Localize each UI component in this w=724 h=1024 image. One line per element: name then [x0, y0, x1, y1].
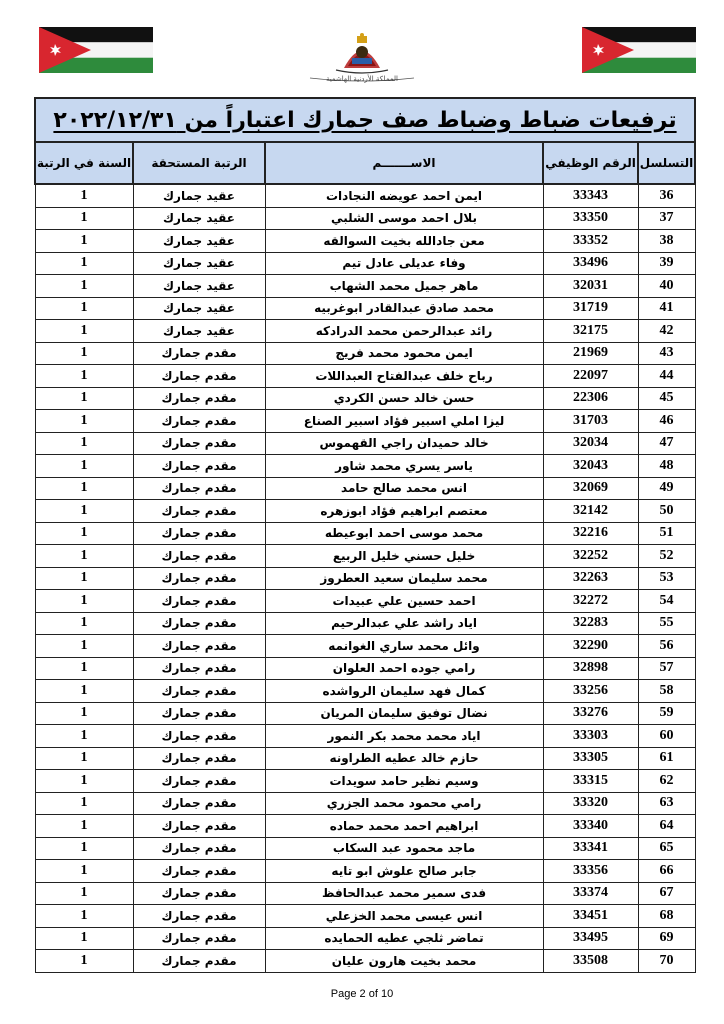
cell-name: ايمن احمد عويضه النجادات	[265, 184, 543, 207]
cell-rank: مقدم جمارك	[133, 747, 265, 770]
cell-year: 1	[35, 815, 133, 838]
cell-employee-no: 32290	[543, 635, 638, 658]
cell-year: 1	[35, 320, 133, 343]
cell-name: اياد محمد محمد بكر النمور	[265, 725, 543, 748]
table-row	[35, 275, 695, 298]
jordan-flag-left	[39, 27, 153, 73]
cell-year: 1	[35, 184, 133, 207]
cell-name: وفاء عديلى عادل تيم	[265, 252, 543, 275]
cell-year: 1	[35, 927, 133, 950]
cell-serial: 68	[638, 905, 695, 928]
table-row	[35, 635, 695, 658]
page-number: Page 2 of 10	[330, 988, 394, 1000]
column-header-rank: الرتبة المستحقة	[133, 142, 265, 184]
cell-name: محمد موسى احمد ابوعيطه	[265, 522, 543, 545]
cell-name: بلال احمد موسى الشلبي	[265, 207, 543, 230]
cell-serial: 36	[638, 184, 695, 207]
table-row	[35, 387, 695, 410]
cell-year: 1	[35, 297, 133, 320]
cell-rank: مقدم جمارك	[133, 657, 265, 680]
cell-employee-no: 32216	[543, 522, 638, 545]
cell-serial: 64	[638, 815, 695, 838]
cell-employee-no: 32263	[543, 567, 638, 590]
cell-serial: 60	[638, 725, 695, 748]
cell-rank: مقدم جمارك	[133, 455, 265, 478]
table-row	[35, 837, 695, 860]
cell-serial: 54	[638, 590, 695, 613]
cell-serial: 41	[638, 297, 695, 320]
table-row	[35, 725, 695, 748]
table-row	[35, 567, 695, 590]
cell-employee-no: 33508	[543, 950, 638, 973]
table-row	[35, 792, 695, 815]
cell-rank: مقدم جمارك	[133, 770, 265, 793]
coat-of-arms-emblem	[300, 28, 424, 84]
cell-year: 1	[35, 387, 133, 410]
cell-serial: 59	[638, 702, 695, 725]
cell-name: وائل محمد ساري الغوانمه	[265, 635, 543, 658]
cell-rank: عقيد جمارك	[133, 252, 265, 275]
table-row	[35, 184, 695, 207]
cell-year: 1	[35, 365, 133, 388]
cell-serial: 69	[638, 927, 695, 950]
cell-year: 1	[35, 747, 133, 770]
cell-year: 1	[35, 410, 133, 433]
cell-year: 1	[35, 207, 133, 230]
cell-employee-no: 32272	[543, 590, 638, 613]
table-row	[35, 950, 695, 973]
cell-employee-no: 32283	[543, 612, 638, 635]
cell-serial: 48	[638, 455, 695, 478]
cell-serial: 58	[638, 680, 695, 703]
cell-name: وسيم نظير حامد سويدات	[265, 770, 543, 793]
cell-year: 1	[35, 837, 133, 860]
cell-rank: مقدم جمارك	[133, 680, 265, 703]
cell-name: رباح خلف عبدالفتاح العبداللات	[265, 365, 543, 388]
cell-rank: مقدم جمارك	[133, 950, 265, 973]
cell-name: رامي محمود محمد الجزري	[265, 792, 543, 815]
cell-name: ايمن محمود محمد فريج	[265, 342, 543, 365]
cell-employee-no: 21969	[543, 342, 638, 365]
cell-year: 1	[35, 432, 133, 455]
cell-rank: عقيد جمارك	[133, 230, 265, 253]
table-row	[35, 207, 695, 230]
table-row	[35, 860, 695, 883]
cell-serial: 65	[638, 837, 695, 860]
cell-rank: مقدم جمارك	[133, 725, 265, 748]
column-header-employee-no: الرقم الوظيفي	[543, 142, 638, 184]
cell-serial: 42	[638, 320, 695, 343]
table-row	[35, 432, 695, 455]
cell-employee-no: 33350	[543, 207, 638, 230]
cell-rank: مقدم جمارك	[133, 860, 265, 883]
cell-year: 1	[35, 792, 133, 815]
cell-rank: عقيد جمارك	[133, 184, 265, 207]
cell-name: ياسر يسري محمد شاور	[265, 455, 543, 478]
cell-name: محمد بخيت هارون عليان	[265, 950, 543, 973]
cell-employee-no: 33303	[543, 725, 638, 748]
cell-rank: مقدم جمارك	[133, 500, 265, 523]
svg-text:المملكة الأردنية الهاشمية: المملكة الأردنية الهاشمية	[325, 75, 399, 83]
cell-serial: 47	[638, 432, 695, 455]
cell-name: اياد راشد علي عبدالرحيم	[265, 612, 543, 635]
promotions-table-container	[34, 97, 694, 973]
cell-name: محمد صادق عبدالقادر ابوغربيه	[265, 297, 543, 320]
cell-year: 1	[35, 275, 133, 298]
cell-employee-no: 31703	[543, 410, 638, 433]
table-row	[35, 477, 695, 500]
cell-name: جابر صالح علوش ابو تايه	[265, 860, 543, 883]
cell-serial: 63	[638, 792, 695, 815]
table-row	[35, 410, 695, 433]
table-row	[35, 500, 695, 523]
cell-name: انس محمد صالح حامد	[265, 477, 543, 500]
cell-serial: 70	[638, 950, 695, 973]
cell-year: 1	[35, 860, 133, 883]
cell-rank: مقدم جمارك	[133, 432, 265, 455]
cell-rank: مقدم جمارك	[133, 342, 265, 365]
table-row	[35, 680, 695, 703]
cell-serial: 67	[638, 882, 695, 905]
table-row	[35, 455, 695, 478]
cell-name: فدى سمير محمد عبدالحافظ	[265, 882, 543, 905]
cell-rank: مقدم جمارك	[133, 545, 265, 568]
cell-rank: مقدم جمارك	[133, 815, 265, 838]
cell-name: نضال توفيق سليمان المريان	[265, 702, 543, 725]
cell-serial: 46	[638, 410, 695, 433]
cell-employee-no: 32031	[543, 275, 638, 298]
cell-name: كمال فهد سليمان الرواشده	[265, 680, 543, 703]
cell-employee-no: 22097	[543, 365, 638, 388]
cell-year: 1	[35, 567, 133, 590]
cell-employee-no: 32069	[543, 477, 638, 500]
cell-employee-no: 33451	[543, 905, 638, 928]
cell-rank: مقدم جمارك	[133, 365, 265, 388]
cell-employee-no: 33352	[543, 230, 638, 253]
cell-year: 1	[35, 477, 133, 500]
cell-rank: مقدم جمارك	[133, 882, 265, 905]
cell-year: 1	[35, 522, 133, 545]
cell-employee-no: 33305	[543, 747, 638, 770]
cell-employee-no: 32034	[543, 432, 638, 455]
table-row	[35, 927, 695, 950]
cell-year: 1	[35, 725, 133, 748]
column-header-year: السنة في الرتبة	[35, 142, 133, 184]
cell-year: 1	[35, 612, 133, 635]
cell-serial: 56	[638, 635, 695, 658]
cell-serial: 40	[638, 275, 695, 298]
cell-rank: مقدم جمارك	[133, 477, 265, 500]
table-row	[35, 702, 695, 725]
cell-employee-no: 33315	[543, 770, 638, 793]
cell-employee-no: 33276	[543, 702, 638, 725]
cell-name: رائد عبدالرحمن محمد الدرادكه	[265, 320, 543, 343]
table-row	[35, 882, 695, 905]
column-header-serial: التسلسل	[638, 142, 695, 184]
table-row	[35, 230, 695, 253]
cell-name: حازم خالد عطيه الطراونه	[265, 747, 543, 770]
cell-rank: عقيد جمارك	[133, 207, 265, 230]
cell-serial: 49	[638, 477, 695, 500]
cell-employee-no: 32043	[543, 455, 638, 478]
cell-name: تماضر ثلجي عطيه الحمايده	[265, 927, 543, 950]
cell-serial: 62	[638, 770, 695, 793]
cell-serial: 43	[638, 342, 695, 365]
cell-rank: عقيد جمارك	[133, 297, 265, 320]
cell-employee-no: 32142	[543, 500, 638, 523]
cell-employee-no: 22306	[543, 387, 638, 410]
table-row	[35, 320, 695, 343]
promotions-table	[34, 97, 696, 973]
cell-year: 1	[35, 770, 133, 793]
cell-name: انس عيسى محمد الخزعلي	[265, 905, 543, 928]
cell-serial: 66	[638, 860, 695, 883]
table-title-cell	[35, 98, 695, 142]
table-row	[35, 342, 695, 365]
cell-rank: مقدم جمارك	[133, 612, 265, 635]
table-row	[35, 590, 695, 613]
cell-serial: 39	[638, 252, 695, 275]
table-row	[35, 252, 695, 275]
table-title: ترفيعات ضباط وضباط صف جمارك اعتباراً من ٢٠٢٢/١٢/٣١	[53, 107, 677, 133]
cell-year: 1	[35, 500, 133, 523]
cell-serial: 51	[638, 522, 695, 545]
table-row	[35, 545, 695, 568]
cell-rank: مقدم جمارك	[133, 837, 265, 860]
table-row	[35, 770, 695, 793]
cell-year: 1	[35, 230, 133, 253]
cell-year: 1	[35, 680, 133, 703]
cell-name: رامي جوده احمد العلوان	[265, 657, 543, 680]
cell-rank: مقدم جمارك	[133, 590, 265, 613]
table-header-row	[35, 142, 695, 184]
cell-name: ماجد محمود عبد السكاب	[265, 837, 543, 860]
cell-rank: مقدم جمارك	[133, 905, 265, 928]
cell-employee-no: 33256	[543, 680, 638, 703]
cell-year: 1	[35, 882, 133, 905]
cell-year: 1	[35, 702, 133, 725]
cell-rank: مقدم جمارك	[133, 927, 265, 950]
cell-serial: 55	[638, 612, 695, 635]
table-row	[35, 815, 695, 838]
table-row	[35, 657, 695, 680]
cell-rank: عقيد جمارك	[133, 275, 265, 298]
cell-employee-no: 33343	[543, 184, 638, 207]
table-row	[35, 297, 695, 320]
cell-name: ماهر جميل محمد الشهاب	[265, 275, 543, 298]
cell-year: 1	[35, 950, 133, 973]
cell-name: معن جادالله بخيت السوالقه	[265, 230, 543, 253]
cell-rank: مقدم جمارك	[133, 387, 265, 410]
cell-serial: 53	[638, 567, 695, 590]
table-row	[35, 522, 695, 545]
jordan-flag-right	[582, 27, 696, 73]
cell-year: 1	[35, 635, 133, 658]
cell-name: ابراهيم احمد محمد حماده	[265, 815, 543, 838]
cell-year: 1	[35, 342, 133, 365]
cell-rank: عقيد جمارك	[133, 320, 265, 343]
cell-name: حسن خالد حسن الكردي	[265, 387, 543, 410]
cell-year: 1	[35, 545, 133, 568]
cell-serial: 38	[638, 230, 695, 253]
cell-serial: 61	[638, 747, 695, 770]
cell-serial: 50	[638, 500, 695, 523]
cell-year: 1	[35, 252, 133, 275]
cell-year: 1	[35, 657, 133, 680]
cell-serial: 45	[638, 387, 695, 410]
cell-rank: مقدم جمارك	[133, 702, 265, 725]
table-row	[35, 365, 695, 388]
cell-name: محمد سليمان سعيد العطروز	[265, 567, 543, 590]
cell-employee-no: 33320	[543, 792, 638, 815]
cell-serial: 57	[638, 657, 695, 680]
table-row	[35, 905, 695, 928]
cell-year: 1	[35, 455, 133, 478]
cell-rank: مقدم جمارك	[133, 522, 265, 545]
cell-rank: مقدم جمارك	[133, 410, 265, 433]
cell-serial: 37	[638, 207, 695, 230]
cell-employee-no: 32252	[543, 545, 638, 568]
cell-employee-no: 33356	[543, 860, 638, 883]
table-body	[35, 184, 695, 972]
cell-employee-no: 33340	[543, 815, 638, 838]
cell-employee-no: 31719	[543, 297, 638, 320]
cell-name: ليزا املي اسبير فؤاد اسبير الصناع	[265, 410, 543, 433]
cell-employee-no: 33374	[543, 882, 638, 905]
cell-year: 1	[35, 590, 133, 613]
cell-employee-no: 33495	[543, 927, 638, 950]
cell-employee-no: 32175	[543, 320, 638, 343]
cell-name: خالد حميدان راجي القهموس	[265, 432, 543, 455]
cell-serial: 52	[638, 545, 695, 568]
table-row	[35, 612, 695, 635]
cell-rank: مقدم جمارك	[133, 567, 265, 590]
cell-serial: 44	[638, 365, 695, 388]
table-row	[35, 747, 695, 770]
cell-name: احمد حسين علي عبيدات	[265, 590, 543, 613]
cell-employee-no: 33341	[543, 837, 638, 860]
cell-rank: مقدم جمارك	[133, 635, 265, 658]
cell-name: معتصم ابراهيم فؤاد ابوزهره	[265, 500, 543, 523]
column-header-name: الاســـــــم	[265, 142, 543, 184]
cell-rank: مقدم جمارك	[133, 792, 265, 815]
cell-year: 1	[35, 905, 133, 928]
cell-employee-no: 32898	[543, 657, 638, 680]
cell-employee-no: 33496	[543, 252, 638, 275]
cell-name: خليل حسني خليل الربيع	[265, 545, 543, 568]
